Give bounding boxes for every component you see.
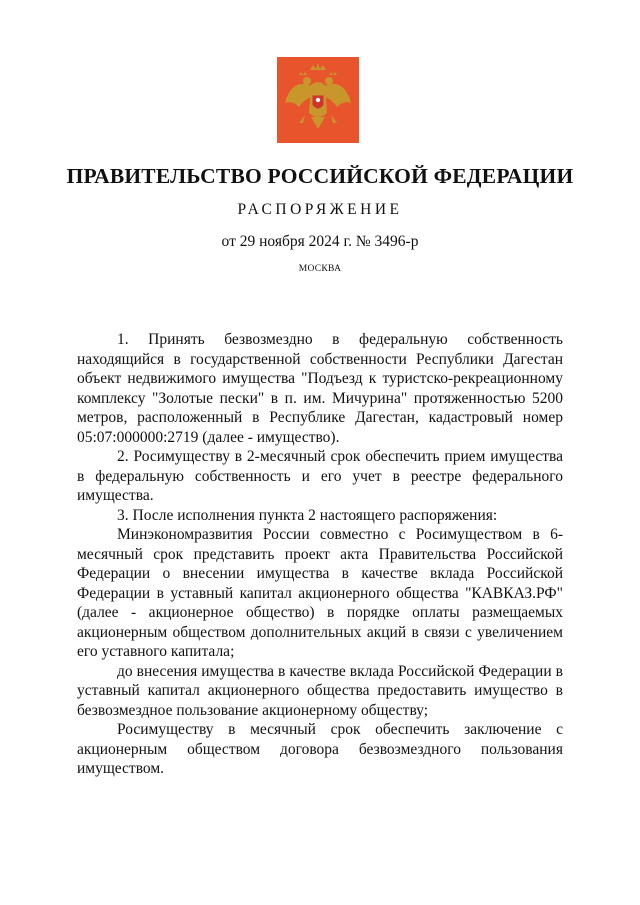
government-title: ПРАВИТЕЛЬСТВО РОССИЙСКОЙ ФЕДЕРАЦИИ — [66, 164, 574, 188]
document-date-number: от 29 ноября 2024 г. № 3496-р — [221, 233, 419, 250]
paragraph-3-item-1: Минэкономразвития России совместно с Росимуществом в 6-месячный срок представить проект акта Правительства Российской Федерации о внесении имущества в качестве вклада Российской Федерации в уставный капитал акционерного общества "КАВКАЗ.РФ" (далее - акционерное общество) в порядке оплаты размещаемых акционерным обществом дополнительных акций в связи с увеличением его уставного капитала; — [77, 526, 563, 660]
paragraph-1: 1. Принять безвозмездно в федеральную собственность находящийся в государственной собственности Республики Дагестан объект недвижимого имущества "Подъезд к туристско-рекреационному комплексу "Золотые пески" в п. им. Мичурина" протяженностью 5200 метров, расположенный в Республике Дагестан, кадастровый номер 05:07:000000:2719 (далее - имущество). — [77, 331, 563, 446]
paragraph-3-item-3: Росимуществу в месячный срок обеспечить заключение с акционерным обществом договора безвозмездного пользования имуществом. — [77, 721, 563, 777]
paragraph-2: 2. Росимуществу в 2-месячный срок обеспечить прием имущества в федеральную собственность и его учет в реестре федерального имущества. — [77, 448, 563, 504]
document-type: РАСПОРЯЖЕНИЕ — [237, 201, 403, 218]
paragraph-3-item-2: до внесения имущества в качестве вклада Российской Федерации в уставный капитал акционерного общества предоставить имущество в безвозмездное пользование акционерному обществу; — [77, 662, 563, 719]
coat-of-arms-icon — [277, 57, 359, 143]
document-city: МОСКВА — [298, 264, 342, 274]
document-body — [77, 330, 563, 779]
paragraph-3: 3. После исполнения пункта 2 настоящего распоряжения: — [117, 506, 498, 524]
